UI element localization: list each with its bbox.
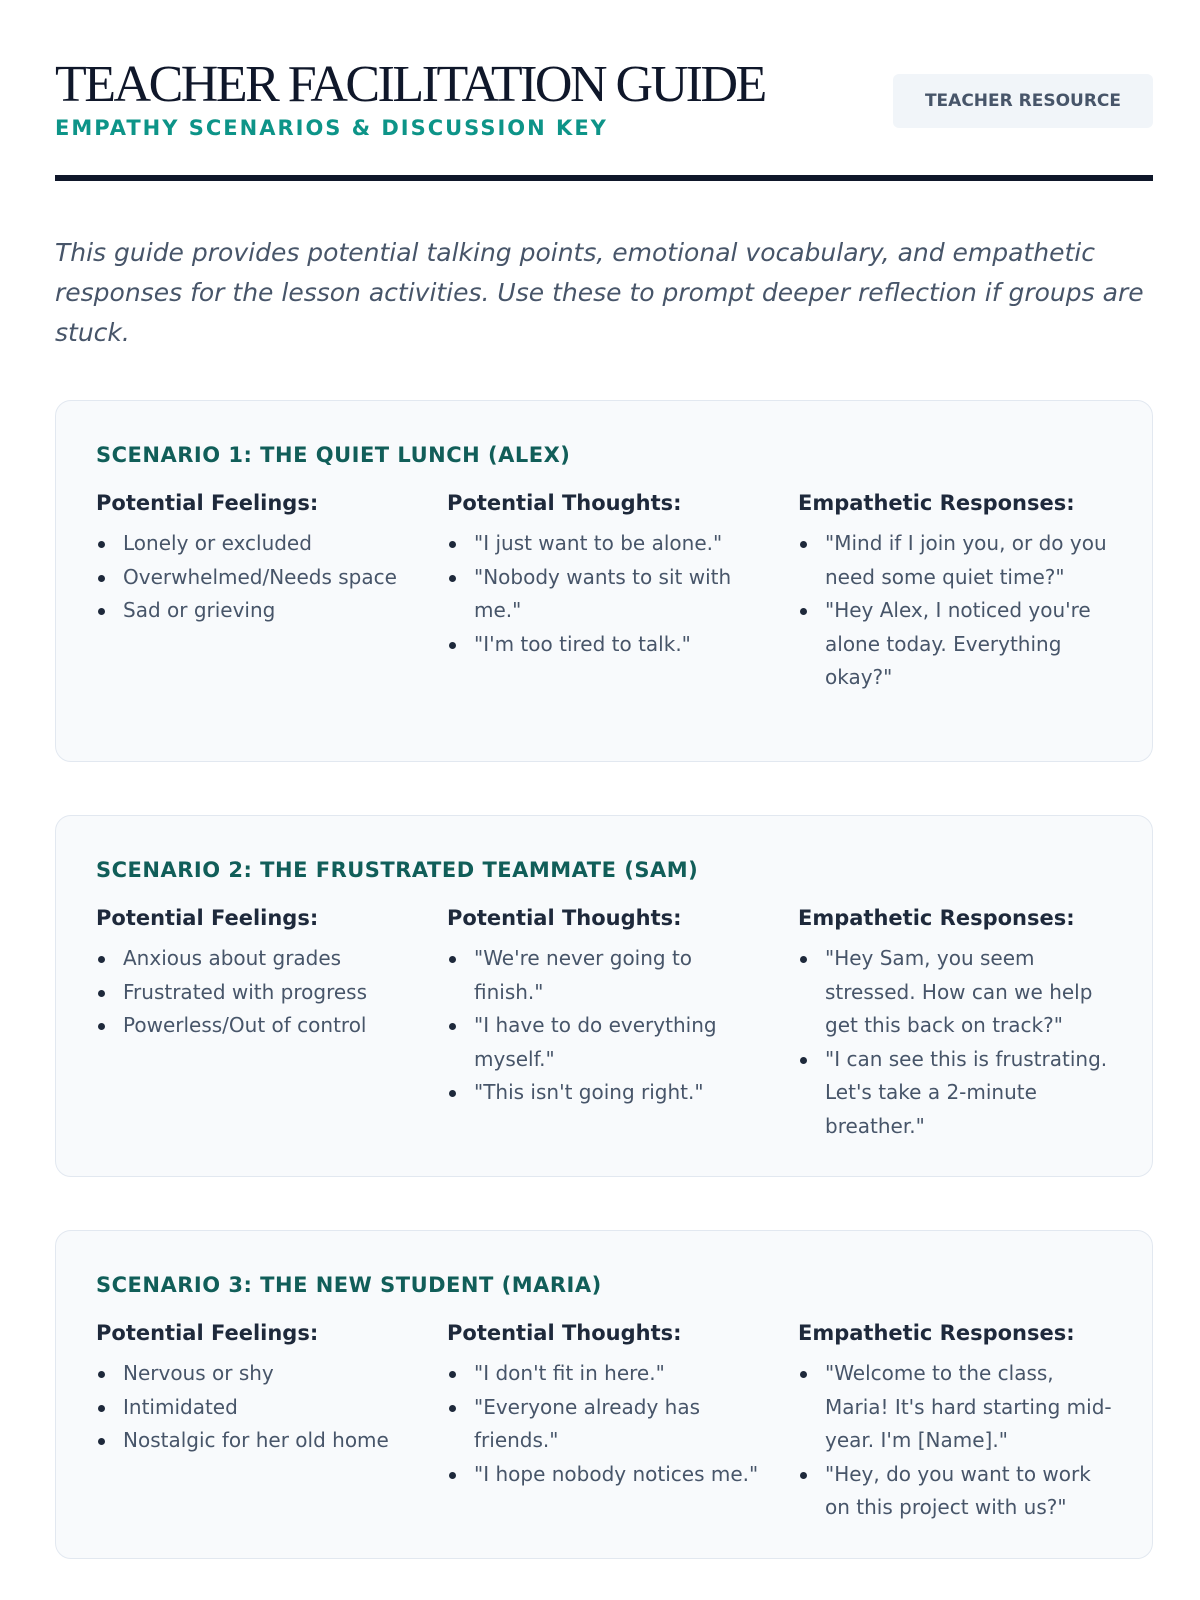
feelings-list: [96, 527, 416, 628]
list-item: "I'm too tired to talk.": [447, 628, 767, 662]
responses-column: [798, 489, 1118, 695]
scenario-card-1: [55, 400, 1153, 762]
thoughts-heading: Potential Thoughts:: [447, 906, 682, 930]
list-item: "Hey Alex, I noticed you're alone today. Everything okay?": [798, 594, 1118, 695]
list-item: "Hey, do you want to work on this project with us?": [798, 1458, 1118, 1525]
feelings-list: [96, 942, 416, 1043]
list-item: Sad or grieving: [96, 594, 416, 628]
responses-column: [798, 1319, 1118, 1525]
list-item: "I don't fit in here.": [447, 1357, 767, 1391]
thoughts-heading: Potential Thoughts:: [447, 1321, 682, 1345]
thoughts-list: [447, 1357, 767, 1491]
thoughts-list: [447, 527, 767, 661]
list-item: Anxious about grades: [96, 942, 416, 976]
feelings-column: [96, 904, 416, 1043]
list-item: Frustrated with progress: [96, 976, 416, 1010]
list-item: "Nobody wants to sit with me.": [447, 561, 767, 628]
feelings-heading: Potential Feelings:: [96, 1321, 319, 1345]
scenario-card-2: [55, 815, 1153, 1177]
list-item: "I have to do everything myself.": [447, 1009, 767, 1076]
list-item: Lonely or excluded: [96, 527, 416, 561]
scenario-title: SCENARIO 2: THE FRUSTRATED TEAMMATE (SAM): [96, 858, 699, 882]
list-item: Intimidated: [96, 1391, 416, 1425]
list-item: "Hey Sam, you seem stressed. How can we help get this back on track?": [798, 942, 1118, 1043]
feelings-column: [96, 489, 416, 628]
feelings-heading: Potential Feelings:: [96, 491, 319, 515]
header-divider: [55, 175, 1153, 181]
list-item: "I just want to be alone.": [447, 527, 767, 561]
list-item: "We're never going to finish.": [447, 942, 767, 1009]
header: [55, 0, 1153, 182]
page-title: TEACHER FACILITATION GUIDE: [55, 56, 765, 113]
responses-list: [798, 942, 1118, 1143]
thoughts-list: [447, 942, 767, 1110]
list-item: "Welcome to the class, Maria! It's hard starting mid-year. I'm [Name].": [798, 1357, 1118, 1458]
list-item: Overwhelmed/Needs space: [96, 561, 416, 595]
feelings-heading: Potential Feelings:: [96, 906, 319, 930]
responses-column: [798, 904, 1118, 1143]
list-item: Powerless/Out of control: [96, 1009, 416, 1043]
list-item: "I hope nobody notices me.": [447, 1458, 767, 1492]
feelings-list: [96, 1357, 416, 1458]
thoughts-column: [447, 489, 767, 661]
responses-list: [798, 527, 1118, 695]
scenario-title: SCENARIO 1: THE QUIET LUNCH (ALEX): [96, 443, 571, 467]
thoughts-column: [447, 904, 767, 1110]
responses-list: [798, 1357, 1118, 1525]
responses-heading: Empathetic Responses:: [798, 906, 1075, 930]
intro-text: This guide provides potential talking points, emotional vocabulary, and empathetic responses for the lesson activities. Use these to prompt deeper reflection if groups are stuck.: [55, 238, 1144, 347]
page-subtitle: EMPATHY SCENARIOS & DISCUSSION KEY: [55, 116, 608, 140]
thoughts-column: [447, 1319, 767, 1491]
responses-heading: Empathetic Responses:: [798, 1321, 1075, 1345]
list-item: "This isn't going right.": [447, 1076, 767, 1110]
responses-heading: Empathetic Responses:: [798, 491, 1075, 515]
feelings-column: [96, 1319, 416, 1458]
list-item: "Everyone already has friends.": [447, 1391, 767, 1458]
scenario-title: SCENARIO 3: THE NEW STUDENT (MARIA): [96, 1273, 602, 1297]
list-item: Nervous or shy: [96, 1357, 416, 1391]
scenario-card-3: [55, 1230, 1153, 1559]
guide-page: [55, 0, 1153, 1519]
thoughts-heading: Potential Thoughts:: [447, 491, 682, 515]
teacher-resource-badge: TEACHER RESOURCE: [893, 74, 1153, 128]
list-item: Nostalgic for her old home: [96, 1424, 416, 1458]
list-item: "Mind if I join you, or do you need some quiet time?": [798, 527, 1118, 594]
list-item: "I can see this is frustrating. Let's take a 2-minute breather.": [798, 1043, 1118, 1144]
